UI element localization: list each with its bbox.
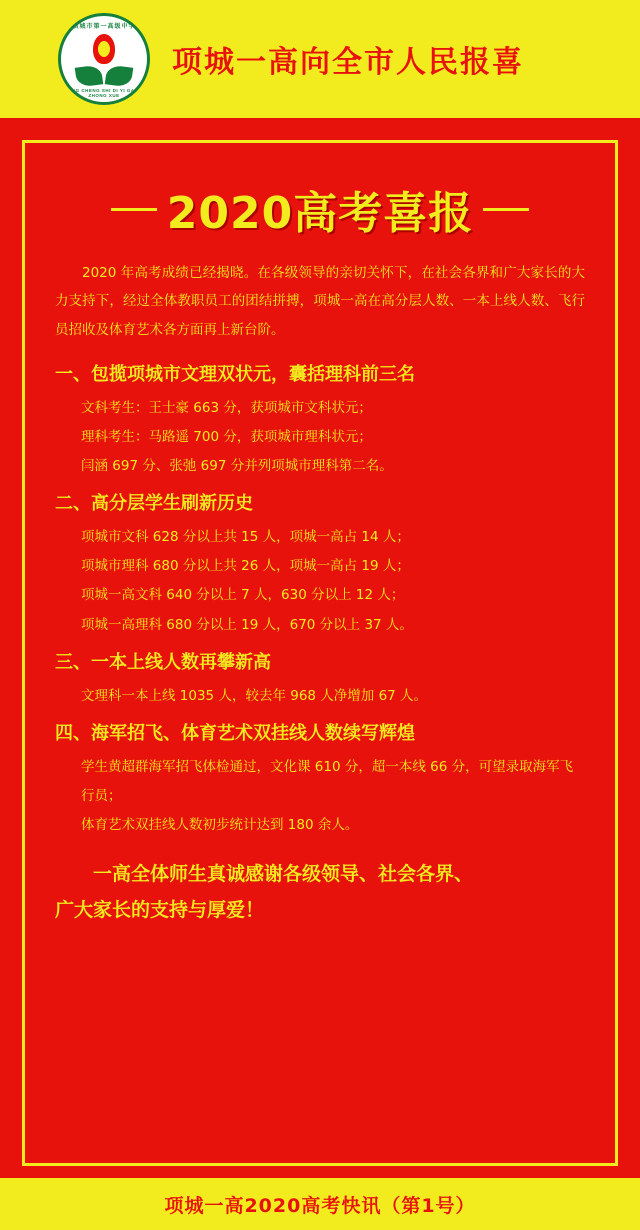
section-2-heading: 二、高分层学生刷新历史 [55,493,253,515]
closing-block [55,856,585,928]
footer-banner [0,1178,640,1230]
school-logo-icon [58,13,150,105]
section-1-line-1: 文科考生：王士豪 663 分，获项城市文科状元； [81,400,372,417]
logo-ring-top-text: 项城市第一高级中学 [72,24,136,30]
page-title: 2020高考喜报 [166,188,474,239]
logo-leaf-left-icon [75,64,104,87]
closing-line-2: 广大家长的支持与厚爱！ [55,899,265,922]
title-rule-left [111,208,157,211]
closing-line-1: 一高全体师生真诚感谢各级领导、社会各界、 [93,862,474,885]
footer-text: 项城一高2020高考快讯（第1号） [164,1194,476,1217]
section-3-heading: 三、一本上线人数再攀新高 [55,651,271,673]
header-title: 项城一高向全市人民报喜 [172,45,524,80]
section-1-line-2: 理科考生：马路遥 700 分，获项城市理科状元； [81,429,372,446]
logo-emblem-icon [76,34,132,88]
logo-ring-bottom-text: XIANG CHENG SHI DI YI GAO JI ZHONG XUE [62,88,146,98]
section-2-line-3: 项城一高文科 640 分以上 7 人，630 分以上 12 人； [81,587,405,604]
section-2-line-1: 项城市文科 628 分以上共 15 人，项城一高占 14 人； [81,529,410,546]
poster-frame [22,140,618,1166]
section-4-line-1: 学生黄超群海军招飞体检通过，文化课 610 分，超一本线 66 分，可望录取海军飞行员； [81,758,574,804]
section-2 [55,487,585,639]
logo-flame-icon [93,34,115,64]
section-1-line-3: 闫涵 697 分、张弛 697 分并列项城市理科第二名。 [81,458,393,475]
poster-body [0,118,640,1178]
section-1 [55,358,585,481]
section-2-line-4: 项城一高理科 680 分以上 19 人，670 分以上 37 人。 [81,616,413,633]
logo-leaf-right-icon [105,64,134,87]
header-banner [0,0,640,118]
section-4-heading: 四、海军招飞、体育艺术双挂线人数续写辉煌 [55,722,415,744]
main-title-row [55,177,585,241]
section-3-line-1: 文理科一本上线 1035 人，较去年 968 人净增加 67 人。 [81,687,428,704]
section-3 [55,646,585,711]
title-rule-right [483,208,529,211]
intro-paragraph: 2020 年高考成绩已经揭晓。在各级领导的亲切关怀下，在社会各界和广大家长的大力支持下，经过全体教职员工的团结拼搏，项城一高在高分层人数、一本上线人数、飞行员招收及体育艺术各方面再上新台阶。 [55,265,585,338]
section-4-line-2: 体育艺术双挂线人数初步统计达到 180 余人。 [81,816,359,833]
section-4 [55,717,585,840]
section-2-line-2: 项城市理科 680 分以上共 26 人，项城一高占 19 人； [81,558,410,575]
section-1-heading: 一、包揽项城市文理双状元，囊括理科前三名 [55,364,415,386]
